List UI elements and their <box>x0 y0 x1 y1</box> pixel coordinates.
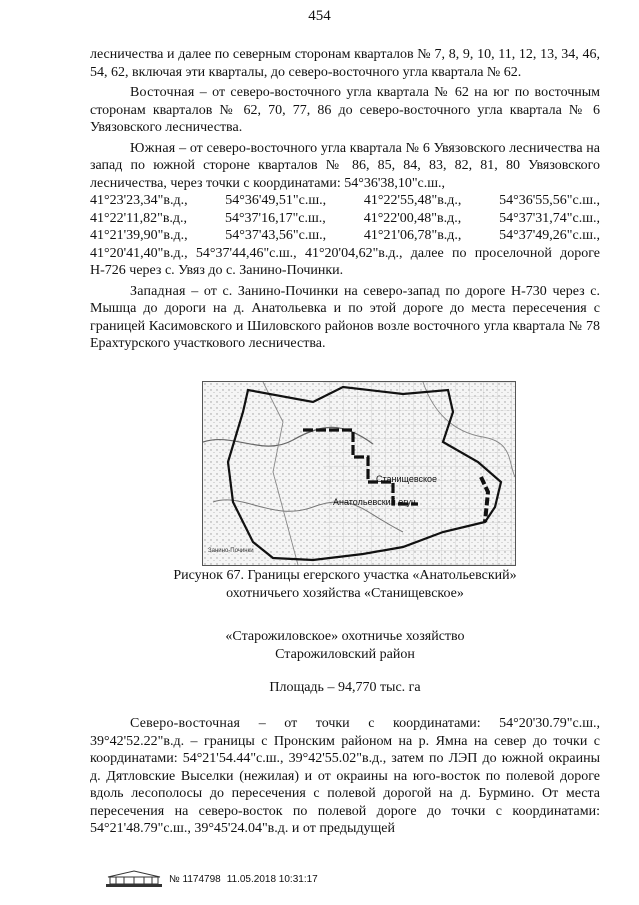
footer <box>105 868 318 890</box>
document-timestamp: 11.05.2018 10:31:17 <box>226 873 318 885</box>
section-title: «Старожиловское» охотничье хозяйство <box>225 629 465 644</box>
section-district: Старожиловский район <box>275 646 415 662</box>
south-term: Южная <box>130 140 176 156</box>
map-label-stanishchevskoe: Станищевское <box>376 474 438 484</box>
coordinate-cell: 41°21'06,78"в.д., <box>363 228 462 243</box>
coordinate-cell: 41°22'55,48"в.д., <box>363 193 462 208</box>
coordinate-cell: 54°36'55,56"с.ш., <box>499 193 600 208</box>
west-text: – от с. Занино-Починки на северо-запад по дороге Н-730 через с. Мышца до дороги на д. Анатольевка и по этой дороге до места пересечения с границей Касимовского и Шиловского районов возле восточного угла квартала № 78 Ерахтурского участкового лесничества. <box>90 283 600 351</box>
coordinate-cell: 41°23'23,34"в.д., <box>90 193 188 208</box>
document-number: № 1174798 <box>169 873 221 885</box>
caption-line: охотничьего хозяйства «Станищевское» <box>226 585 464 601</box>
coordinate-cell: 54°36'49,51"с.ш., <box>225 193 327 208</box>
east-term: Восточная <box>130 85 195 100</box>
paragraph-west <box>90 283 600 353</box>
page-number: 454 <box>308 8 331 24</box>
coordinate-cell: 41°21'39,90"в.д., <box>90 228 188 243</box>
coordinate-cell: 54°37'16,17"с.ш., <box>224 210 326 226</box>
paragraph-south-tail: 41°20'41,40"в.д., 54°37'44,46"с.ш., 41°20'04,62"в.д., далее по проселочной дороге Н-726 через с. Увяз до с. Занино-Починки. <box>90 245 600 278</box>
coordinate-cell: 54°37'31,74"с.ш., <box>499 210 600 226</box>
section-header <box>90 628 600 663</box>
paragraph-northeast <box>90 715 600 838</box>
west-term: Западная <box>130 283 186 299</box>
map-illustration <box>203 382 515 565</box>
paragraph-south <box>90 140 600 193</box>
text-block-bottom <box>90 715 600 838</box>
coordinate-row <box>90 227 600 245</box>
south-text: – от северо-восточного угла квартала № 6 Увязовского лесничества на запад по южной стороне кварталов № 86, 85, 84, 83, 82, 81, 80 Увязовского лесничества, через точки с координатами: 54°36'38,10"с.ш., <box>90 140 600 191</box>
paragraph-east <box>90 84 600 137</box>
map-label-anatolevskiy: Анатольевский егуч <box>333 497 416 507</box>
section-area: Площадь – 94,770 тыс. га <box>269 680 421 695</box>
building-emblem-icon <box>105 869 163 889</box>
northeast-text: – от точки с координатами: 54°20'30.79"с.ш., 39°42'52.22"в.д. – границы с Пронским районом на р. Ямна на север до точки с координатами: 54°21'54.44"с.ш., 39°42'55.02"в.д., затем по ЛЭП до южной окраины д. Дятловские Выселки (нежилая) и от окраины на юго-восток по полевой дороге вдоль лесополосы до пересечения с полевой дорогой на д. Бурмино. От места пересечения на северо-восток по полевой дороге до точки с координатами: 54°21'48.79"с.ш., 39°45'24.04"в.д. и от предыдущей <box>90 716 600 836</box>
figure-caption <box>90 567 600 602</box>
caption-line: Рисунок 67. Границы егерского участка «Анатольевский» <box>173 568 517 583</box>
coordinate-cell: 54°37'49,26"с.ш., <box>499 228 600 243</box>
coordinate-cell: 41°22'11,82"в.д., <box>90 210 188 226</box>
coordinate-cell: 41°22'00,48"в.д., <box>363 210 462 226</box>
coordinate-cell: 54°37'43,56"с.ш., <box>225 228 327 243</box>
northeast-term: Северо-восточная <box>130 716 241 731</box>
hunting-area-map <box>202 381 516 566</box>
paragraph-continuation: лесничества и далее по северным сторонам кварталов № 7, 8, 9, 10, 11, 12, 13, 34, 46, 54, 62, включая эти кварталы, до северо-восточного угла квартала № 62. <box>90 47 600 80</box>
east-text: – от северо-восточного угла квартала № 62 на юг по восточным сторонам кварталов № 62, 70, 77, 86 до северо-восточного угла квартала № 6 Увязовского лесничества. <box>90 85 600 135</box>
coordinate-row <box>90 210 600 228</box>
coordinate-row <box>90 192 600 210</box>
coordinate-table <box>90 192 600 245</box>
map-label-pochinki: Занино-Починки <box>208 548 254 554</box>
text-block-top <box>90 46 600 353</box>
